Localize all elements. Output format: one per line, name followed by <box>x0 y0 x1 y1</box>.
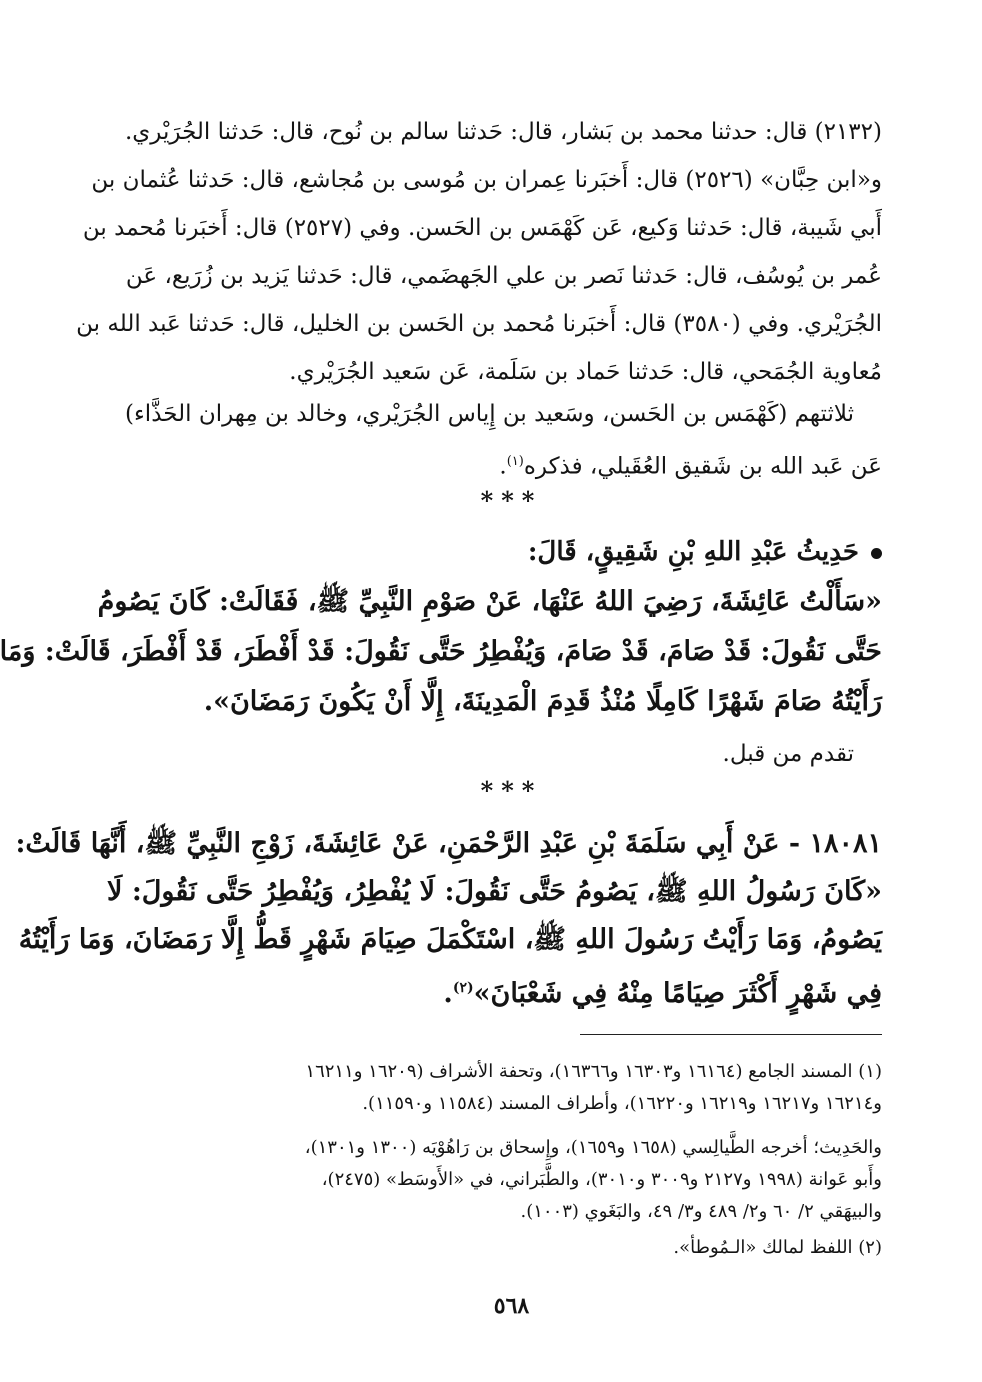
text-line: ثلاثتهم (كَهْمَس بن الحَسن، وسَعيد بن إِياس الجُرَيْري، وخالد بن مِهران الحَذَّاء) <box>125 401 854 427</box>
page-number: ٥٦٨ <box>493 1293 530 1319</box>
footnote-line: (٢) اللفظ لمالك «الـمُوطأ». <box>673 1237 882 1258</box>
footnote-line: والبيهَقي ٢/ ٦٠ و٢/ ٤٨٩ و٣/ ٤٩، والبَغَوي (١٠٠٣). <box>520 1201 882 1222</box>
text-line: عُمر بن يُوسُف، قال: حَدثنا نَصر بن علي الجَهضَمي، قال: حَدثنا يَزيد بن زُرَيع، عَن <box>125 263 882 289</box>
footnote-ref-2[interactable]: (٢) <box>452 980 474 996</box>
text-line: أَبي شَيبة، قال: حَدثنا وَكيع، عَن كَهْمَس بن الحَسن. وفي (٢٥٢٧) قال: أَخبَرنا مُحمد بن <box>82 215 882 241</box>
hadith-line: «سَأَلْتُ عَائِشَةَ، رَضِيَ اللهُ عَنْهَا، عَنْ صَوْمِ النَّبِيِّ ﷺ، فَقَالَتْ: كَانَ يَصُومُ <box>97 586 882 617</box>
end-mark: . <box>499 453 507 480</box>
end-mark: . <box>443 978 453 1009</box>
hadith-line: «كَانَ رَسُولُ اللهِ ﷺ، يَصُومُ حَتَّى نَقُولَ: لَا يُفْطِرُ، وَيُفْطِرُ حَتَّى نَقُولَ: لَا <box>107 876 882 907</box>
footnote-divider <box>580 1034 882 1035</box>
footnote-line: وأَبو عَوانة (١٩٩٨ و٢١٢٧ و٣٠٠٩ و٣٠١٠)، والطَّبَراني، في «الأَوسَط» (٢٤٧٥)، <box>321 1169 882 1190</box>
bullet-icon <box>871 548 882 559</box>
hadith-line: ١٨٠٨١ - عَنْ أَبِي سَلَمَةَ بْنِ عَبْدِ الرَّحْمَنِ، عَنْ عَائِشَةَ، زَوْجِ النَّبِيِّ ﷺ، أَنَّهَا قَالَتْ: <box>15 828 882 859</box>
footnote-line: و١٦٢١٤ و١٦٢١٧ و١٦٢١٩ و١٦٢٢٠)، وأطراف المسند (١١٥٨٤ و١١٥٩٠). <box>362 1093 882 1114</box>
hadith-line: يَصُومُ، وَمَا رَأَيْتُ رَسُولَ اللهِ ﷺ، اسْتَكْمَلَ صِيَامَ شَهْرٍ قَطُّ إِلَّا رَمَضَانَ، وَمَا رَأَيْتُهُ <box>18 924 882 955</box>
text-line: (٢١٣٢) قال: حدثنا محمد بن بَشار، قال: حَدثنا سالم بن نُوح، قال: حَدثنا الجُرَيْري. <box>124 119 882 145</box>
section-heading-text: حَدِيثُ عَبْدِ اللهِ بْنِ شَقِيقٍ، قَالَ: <box>527 537 859 567</box>
footnote-line: والحَدِيث؛ أخرجه الطَّيالِسي (١٦٥٨ و١٦٥٩)، وإِسحاق بن رَاهُوْيَه (١٣٠٠ و١٣٠١)، <box>304 1137 882 1158</box>
hadith-last-text: فِي شَهْرٍ أَكْثَرَ صِيَامًا مِنْهُ فِي شَعْبَانَ» <box>473 978 882 1009</box>
text-line: الجُرَيْري. وفي (٣٥٨٠) قال: أَخبَرنا مُحمد بن الحَسن بن الخليل، قال: حَدثنا عَبد الله بن <box>76 311 882 337</box>
footnote-line: (١) المسند الجامع (١٦١٦٤ و١٦٣٠٣ و١٦٣٦٦)، وتحفة الأشراف (١٦٢٠٩ و١٦٢١١ <box>305 1061 882 1082</box>
summary-text: عَن عَبد الله بن شَقيق العُقَيلي، فذكره <box>523 453 882 480</box>
section-separator: *** <box>480 776 543 805</box>
hadith-line: رَأَيْتُهُ صَامَ شَهْرًا كَامِلًا مُنْذُ قَدِمَ الْمَدِينَةَ، إِلَّا أَنْ يَكُونَ رَمَضَانَ». <box>203 686 882 717</box>
footnote-ref-1[interactable]: (١) <box>506 454 524 469</box>
hadith-line: حَتَّى نَقُولَ: قَدْ صَامَ، قَدْ صَامَ، وَيُفْطِرُ حَتَّى نَقُولَ: قَدْ أَفْطَرَ، قَدْ أَفْطَرَ، قَالَتْ: وَمَا <box>0 636 882 667</box>
hadith-line <box>142 964 882 1012</box>
section-separator: *** <box>480 486 543 515</box>
text-line <box>142 438 882 486</box>
text-line: مُعاوية الجُمَحي، قال: حَدثنا حَماد بن سَلَمة، عَن سَعيد الجُرَيْري. <box>289 359 882 385</box>
text-line: و«ابن حِبَّان» (٢٥٢٦) قال: أَخبَرنا عِمران بن مُوسى بن مُجاشع، قال: حَدثنا عُثمان بن <box>91 167 882 193</box>
section-heading <box>142 528 882 576</box>
previous-note: تقدم من قبل. <box>722 741 854 767</box>
